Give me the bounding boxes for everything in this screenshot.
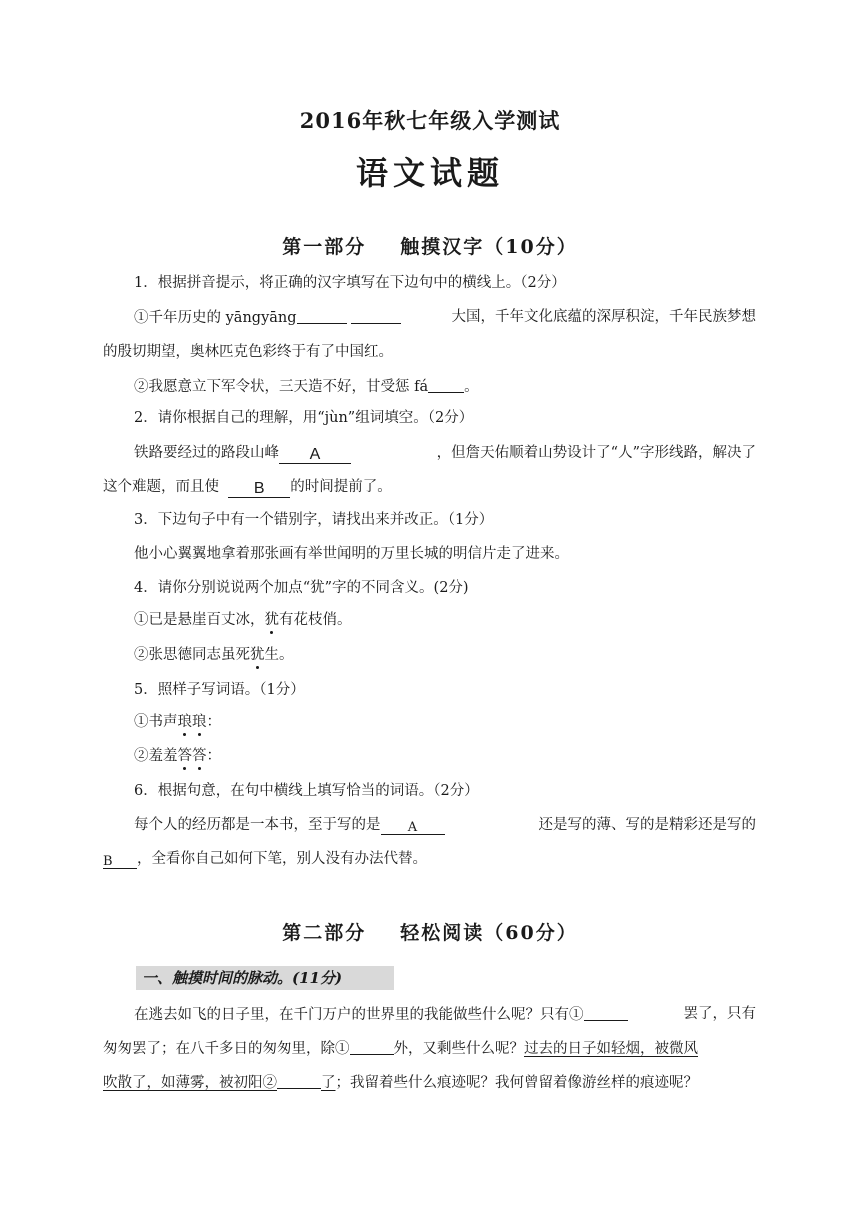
- q6-blank-b[interactable]: B: [103, 852, 137, 869]
- passage-l2-text-b: 外，又剩些什么呢？: [393, 1041, 524, 1057]
- q6-stem: 6．根据句意，在句中横线上填写恰当的词语。（2分）: [134, 783, 479, 799]
- passage-line2: [103, 1038, 698, 1059]
- passage-underlined-sentence-1: 过去的日子如轻烟，被微风: [524, 1041, 698, 1057]
- passage-blank-2[interactable]: [350, 1038, 394, 1055]
- q2-line1: [134, 443, 756, 464]
- q1-sentence1-line1: [134, 307, 756, 328]
- q4-s1-text-a: ①已是悬崖百丈冰，: [134, 612, 265, 628]
- q4-line2: [134, 645, 294, 665]
- q1-blank-3[interactable]: [428, 376, 464, 393]
- q5-ex1-dotted-char-2: 琅: [192, 714, 207, 730]
- passage-l3-text-b: ；我留着些什么痕迹呢？我何曾留着像游丝样的痕迹呢？: [335, 1075, 698, 1091]
- q1-s1-text-c: 的殷切期望，奥林匹克色彩终于有了中国红。: [103, 344, 393, 360]
- q2-text-a: 铁路要经过的路段山峰: [134, 445, 279, 461]
- q6-text-a: 每个人的经历都是一本书，至于写的是: [134, 817, 381, 833]
- passage-blank-3[interactable]: [277, 1072, 321, 1089]
- q6-text-c: ，全看你自己如何下笔，别人没有办法代替。: [137, 851, 427, 867]
- q1-s2-text-a: ②我愿意立下军令状，三天造不好，甘受惩 fá: [134, 379, 429, 395]
- q5-example2: [134, 746, 221, 766]
- q2-text-d: 的时间提前了。: [290, 479, 392, 495]
- part1-heading-number: 第一部分: [282, 236, 367, 258]
- q4-s2-text-b: 生。: [264, 647, 294, 663]
- passage-line3: [103, 1072, 698, 1093]
- part1-heading: [0, 232, 860, 259]
- q2-stem: 2．请你根据自己的理解，用“jùn”组词填空。（2分）: [134, 410, 474, 426]
- passage-l2-text-a: 匆匆罢了；在八千多日的匆匆里，除①: [103, 1041, 350, 1057]
- q4-dotted-char-1: 犹: [264, 612, 279, 628]
- passage-l1-text-a: 在逃去如飞的日子里，在千门万户的世界里的我能做些什么呢？只有①: [134, 1007, 584, 1023]
- q2-blank-a[interactable]: A: [279, 447, 351, 464]
- passage-underlined-sentence-3: 了: [321, 1075, 336, 1091]
- q1-blank-2[interactable]: [351, 307, 401, 324]
- q1-blank-1[interactable]: [297, 307, 347, 324]
- q3-sentence: 他小心翼翼地拿着那张画有举世闻明的万里长城的明信片走了进来。: [134, 546, 569, 562]
- q6-line2: [103, 849, 427, 869]
- q5-ex1-dotted-char-1: 琅: [177, 714, 192, 730]
- q5-ex2-colon: ：: [206, 748, 221, 764]
- q6-text-b: 还是写的薄、写的是精彩还是写的: [538, 817, 756, 833]
- q5-stem: 5．照样子写词语。（1分）: [134, 682, 305, 698]
- part2-heading-number: 第二部分: [282, 922, 367, 944]
- q1-stem: 1．根据拼音提示，将正确的汉字填写在下边句中的横线上。（2分）: [134, 275, 566, 291]
- q1-s2-text-b: 。: [464, 379, 479, 395]
- q4-line1: [134, 610, 352, 630]
- q1-s1-text-a: ①千年历史的 yāngyāng: [134, 310, 297, 326]
- q5-ex1-text-a: ①书声: [134, 714, 178, 730]
- reading-section-1-heading: 一、触摸时间的脉动。(11分): [136, 966, 394, 990]
- q5-ex1-colon: ：: [206, 714, 221, 730]
- q4-dotted-char-2: 犹: [250, 647, 265, 663]
- q2-text-c: 这个难题，而且使: [103, 479, 219, 495]
- q4-s2-text-a: ②张思德同志虽死: [134, 647, 250, 663]
- q5-ex2-dotted-char-1: 答: [177, 748, 192, 764]
- part2-heading: [0, 918, 860, 945]
- part2-heading-topic: 轻松阅读（60分）: [400, 922, 578, 944]
- q6-blank-a[interactable]: A: [381, 818, 445, 835]
- q2-line2: [103, 477, 392, 498]
- q1-s1-text-b: 大国，千年文化底蕴的深厚积淀，千年民族梦想: [451, 309, 756, 325]
- q2-text-b: ，但詹天佑顺着山势设计了“人”字形线路，解决了: [436, 445, 756, 461]
- passage-line1: [134, 1004, 756, 1025]
- q4-stem: 4．请你分别说说两个加点“犹”字的不同含义。(2分): [134, 580, 469, 596]
- q5-ex2-text-a: ②羞羞: [134, 748, 178, 764]
- part1-heading-topic: 触摸汉字（10分）: [400, 236, 578, 258]
- q6-line1: [134, 815, 756, 835]
- exam-title: 2016年秋七年级入学测试: [299, 108, 561, 133]
- passage-blank-1[interactable]: [584, 1004, 628, 1021]
- q5-example1: [134, 712, 221, 732]
- q2-blank-b[interactable]: B: [228, 481, 290, 498]
- exam-subject-title: 语文试题: [355, 154, 504, 192]
- passage-l1-text-b: 罢了，只有: [683, 1006, 756, 1022]
- q3-stem: 3．下边句子中有一个错别字，请找出来并改正。（1分）: [134, 512, 494, 528]
- q5-ex2-dotted-char-2: 答: [192, 748, 207, 764]
- passage-underlined-sentence-2: 吹散了，如薄雾，被初阳②: [103, 1075, 277, 1091]
- q1-sentence2: [134, 376, 479, 397]
- q4-s1-text-b: 有花枝俏。: [279, 612, 352, 628]
